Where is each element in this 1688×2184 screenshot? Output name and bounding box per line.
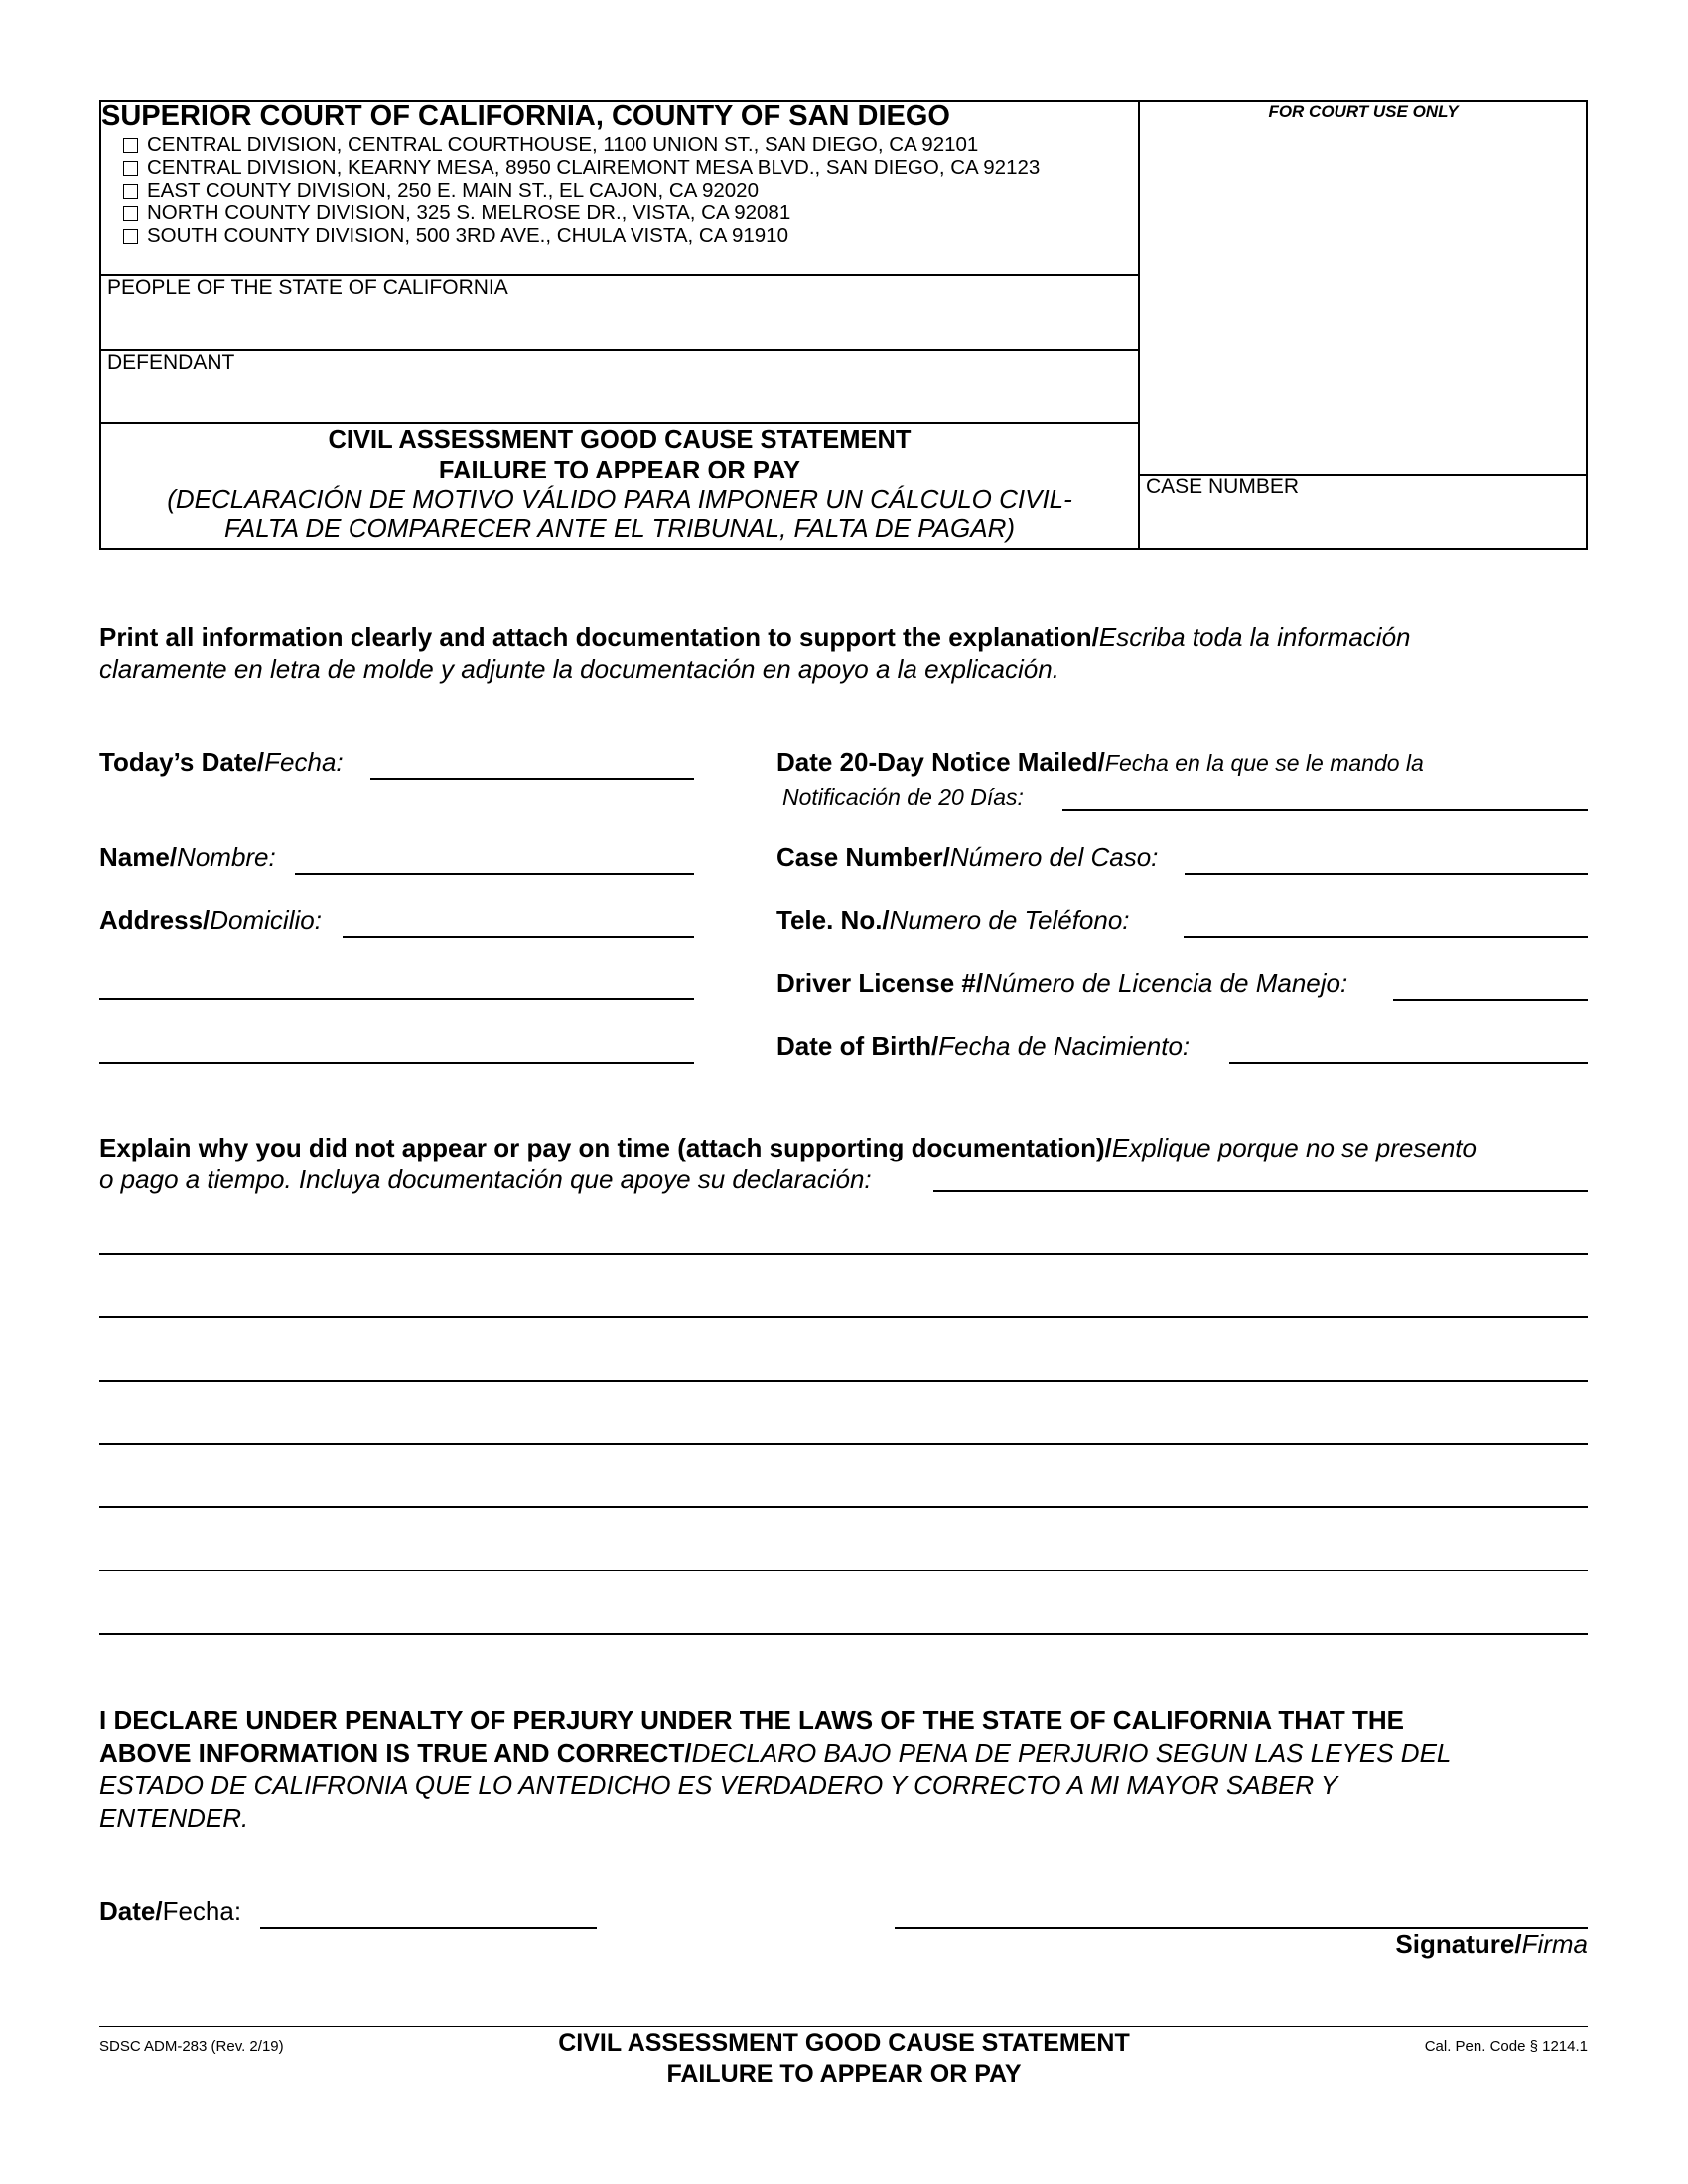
division-option[interactable]: CENTRAL DIVISION, KEARNY MESA, 8950 CLAIREMONT MESA BLVD., SAN DIEGO, CA 92123 — [123, 156, 1040, 179]
driver-license-label: Driver License #/Número de Licencia de Manejo: — [776, 968, 1348, 998]
signature-label: Signature/Firma — [1395, 1929, 1588, 1959]
notice-mailed-label: Date 20-Day Notice Mailed/Fecha en la que se le mando la — [776, 748, 1424, 777]
address-label: Address/Domicilio: — [99, 905, 322, 935]
defendant-label: DEFENDANT — [107, 351, 235, 374]
explain-line[interactable] — [99, 1506, 1588, 1508]
case-number-input[interactable] — [1185, 873, 1588, 875]
name-field[interactable] — [295, 873, 694, 875]
case-number-label: CASE NUMBER — [1146, 476, 1300, 498]
form-title-es-line2: FALTA DE COMPARECER ANTE EL TRIBUNAL, FALTA DE PAGAR) — [223, 513, 1016, 543]
notice-mailed-label-line2: Notificación de 20 Días: — [782, 784, 1024, 810]
signature-date-field[interactable] — [260, 1927, 597, 1929]
notice-mailed-field[interactable] — [1062, 809, 1588, 811]
explain-line[interactable] — [99, 1316, 1588, 1318]
tele-field[interactable] — [1184, 936, 1588, 938]
checkbox[interactable] — [123, 184, 138, 199]
division-option[interactable]: SOUTH COUNTY DIVISION, 500 3RD AVE., CHULA VISTA, CA 91910 — [123, 224, 1040, 247]
checkbox[interactable] — [123, 206, 138, 221]
declaration: I DECLARE UNDER PENALTY OF PERJURY UNDER THE LAWS OF THE STATE OF CALIFORNIA THAT THE ABOVE INFORMATION IS TRUE AND CORRECT/DECLARO BAJO PENA DE PERJURIO SEGUN LAS LEYES DEL ESTADO DE CALIFRONIA QUE LO ANTEDICHO ES VERDADERO Y CORRECTO A MI MAYOR SABER Y ENTENDER. — [99, 1706, 1452, 1833]
driver-license-field[interactable] — [1393, 999, 1588, 1001]
division-option[interactable]: NORTH COUNTY DIVISION, 325 S. MELROSE DR., VISTA, CA 92081 — [123, 202, 1040, 224]
footer-form-id: SDSC ADM-283 (Rev. 2/19) — [99, 2038, 284, 2055]
name-label: Name/Nombre: — [99, 842, 276, 872]
court-use-area[interactable] — [1142, 124, 1585, 472]
people-label: PEOPLE OF THE STATE OF CALIFORNIA — [107, 276, 508, 299]
tele-label: Tele. No./Numero de Teléfono: — [776, 905, 1130, 935]
court-name: SUPERIOR COURT OF CALIFORNIA, COUNTY OF SAN DIEGO — [101, 100, 950, 132]
dob-field[interactable] — [1229, 1062, 1588, 1064]
case-number-field[interactable] — [1142, 501, 1585, 547]
header-divider-3 — [99, 422, 1139, 424]
court-use-label: FOR COURT USE ONLY — [1268, 102, 1459, 121]
explain-line[interactable] — [99, 1253, 1588, 1255]
checkbox[interactable] — [123, 161, 138, 176]
address-field[interactable] — [343, 936, 694, 938]
footer-divider — [99, 2026, 1588, 2027]
address-line-2[interactable] — [99, 998, 694, 1000]
todays-date-field[interactable] — [370, 778, 694, 780]
division-option[interactable]: EAST COUNTY DIVISION, 250 E. MAIN ST., EL CAJON, CA 92020 — [123, 179, 1040, 202]
checkbox[interactable] — [123, 138, 138, 153]
case-number-field-label: Case Number/Número del Caso: — [776, 842, 1159, 872]
header-divider-2 — [99, 349, 1139, 351]
form-title-line1: CIVIL ASSESSMENT GOOD CAUSE STATEMENT — [328, 426, 912, 454]
footer-code: Cal. Pen. Code § 1214.1 — [1424, 2038, 1588, 2055]
explain-line[interactable] — [99, 1570, 1588, 1571]
explain-line[interactable] — [99, 1443, 1588, 1445]
footer-title: CIVIL ASSESSMENT GOOD CAUSE STATEMENT FAILURE TO APPEAR OR PAY — [558, 2029, 1130, 2088]
dob-label: Date of Birth/Fecha de Nacimiento: — [776, 1031, 1191, 1061]
explain-line[interactable] — [99, 1633, 1588, 1635]
todays-date-label: Today’s Date/Fecha: — [99, 748, 344, 777]
division-option[interactable]: CENTRAL DIVISION, CENTRAL COURTHOUSE, 1100 UNION ST., SAN DIEGO, CA 92101 — [123, 133, 1040, 156]
instructions: Print all information clearly and attach documentation to support the explanation/Escriba toda la información claramente en letra de molde y adjunte la documentación en apoyo a la explicación. — [99, 622, 1411, 684]
division-list — [123, 133, 1040, 247]
explain-line[interactable] — [99, 1380, 1588, 1382]
signature-date-label: Date/Fecha: — [99, 1896, 242, 1926]
form-title-line2: FAILURE TO APPEAR OR PAY — [438, 457, 801, 484]
checkbox[interactable] — [123, 229, 138, 244]
form-title-block — [101, 425, 1138, 543]
header-divider-vertical — [1138, 100, 1140, 550]
form-title-es-line1: (DECLARACIÓN DE MOTIVO VÁLIDO PARA IMPONER UN CÁLCULO CIVIL- — [167, 484, 1072, 514]
explain-label: Explain why you did not appear or pay on time (attach supporting documentation)/Explique porque no se presento o pago a tiempo. Incluya documentación que apoye su declaración: — [99, 1133, 1477, 1194]
address-line-3[interactable] — [99, 1062, 694, 1064]
explain-line-1[interactable] — [933, 1190, 1588, 1192]
